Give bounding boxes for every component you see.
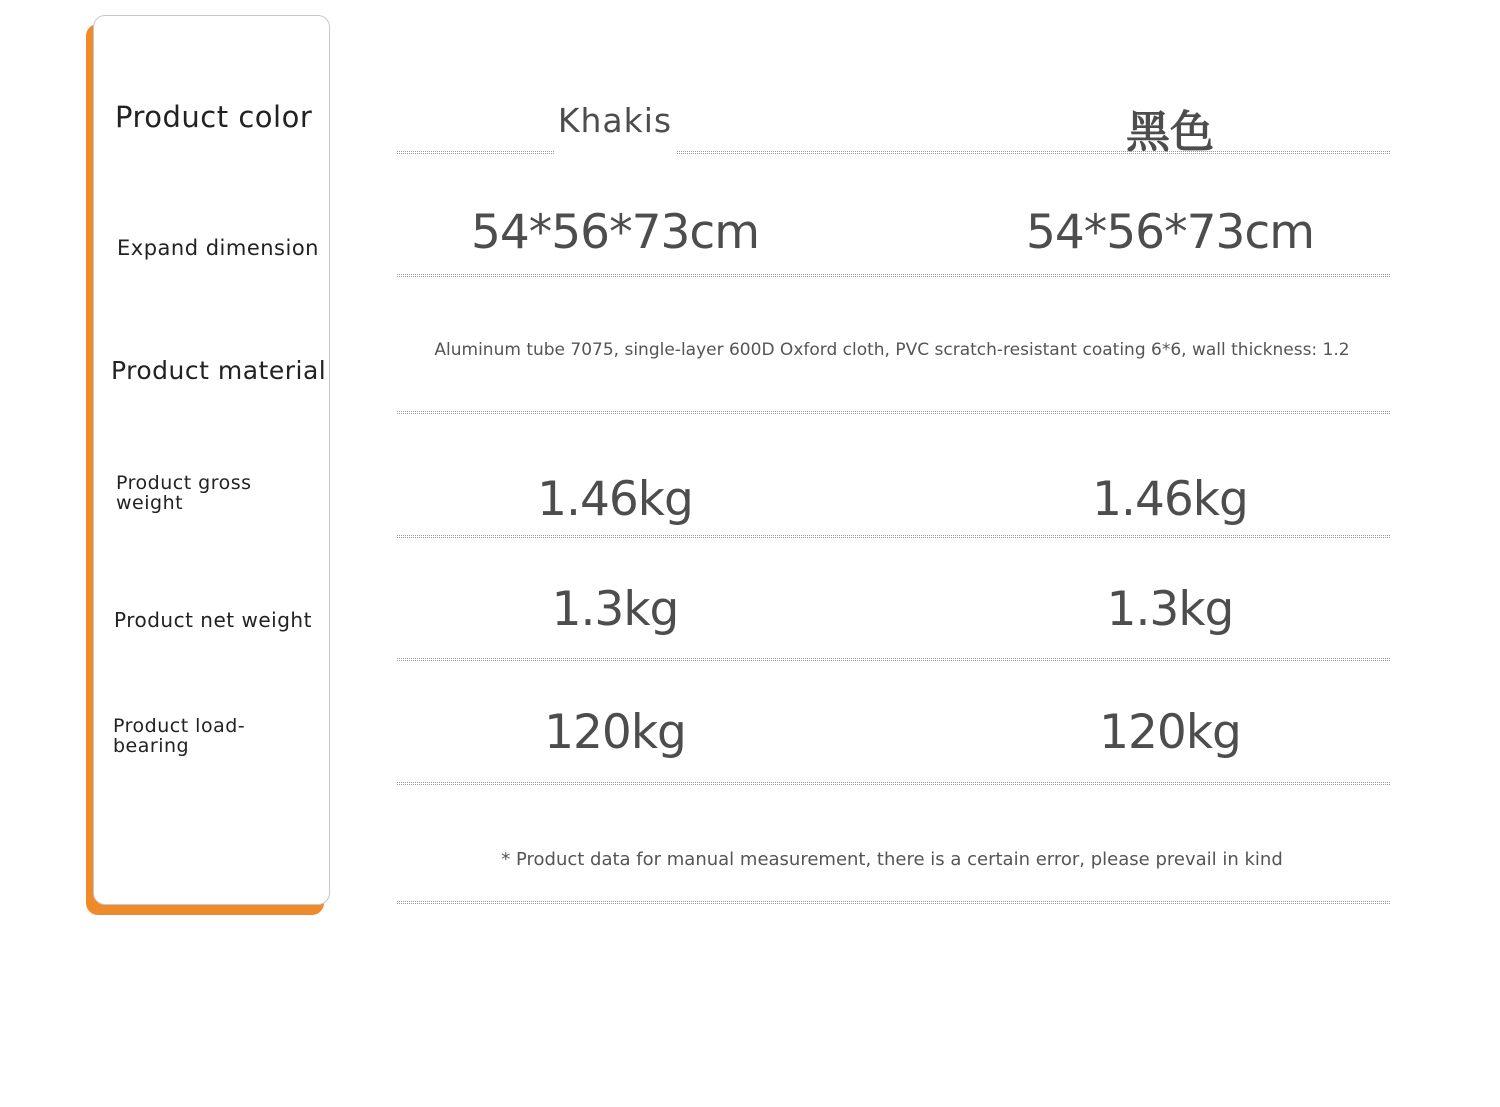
label-product-load-bearing: Product load-bearing — [113, 715, 246, 757]
value-gross-weight-col1: 1.46kg — [537, 472, 693, 527]
divider-gap — [555, 149, 677, 157]
label-product-net-weight: Product net weight — [114, 608, 312, 632]
label-product-gross-weight: Product gross weight — [116, 472, 252, 514]
value-dimension-col1: 54*56*73cm — [470, 205, 760, 260]
row-divider — [397, 274, 1390, 277]
row-divider — [397, 535, 1390, 538]
value-net-weight-col2: 1.3kg — [1106, 582, 1234, 637]
value-gross-weight-col2: 1.46kg — [1092, 472, 1248, 527]
label-product-color: Product color — [115, 100, 313, 134]
value-material: Aluminum tube 7075, single-layer 600D Oxford cloth, PVC scratch-resistant coating 6*6, wall thickness: 1.2 — [434, 340, 1350, 360]
value-color-col1: Khakis — [557, 101, 673, 140]
value-dimension-col2: 54*56*73cm — [1025, 205, 1315, 260]
row-divider — [397, 658, 1390, 661]
value-load-bearing-col2: 120kg — [1099, 705, 1241, 760]
row-divider — [397, 901, 1390, 904]
row-divider — [397, 151, 1390, 154]
footnote: * Product data for manual measurement, there is a certain error, please prevail in kind — [501, 849, 1283, 870]
value-color-col2: 黑色 — [1126, 107, 1214, 158]
label-product-material: Product material — [111, 356, 327, 385]
row-divider — [397, 411, 1390, 414]
row-divider — [397, 782, 1390, 785]
label-panel — [93, 15, 330, 905]
value-net-weight-col1: 1.3kg — [551, 582, 679, 637]
value-load-bearing-col1: 120kg — [544, 705, 686, 760]
label-expand-dimension: Expand dimension — [117, 236, 319, 260]
